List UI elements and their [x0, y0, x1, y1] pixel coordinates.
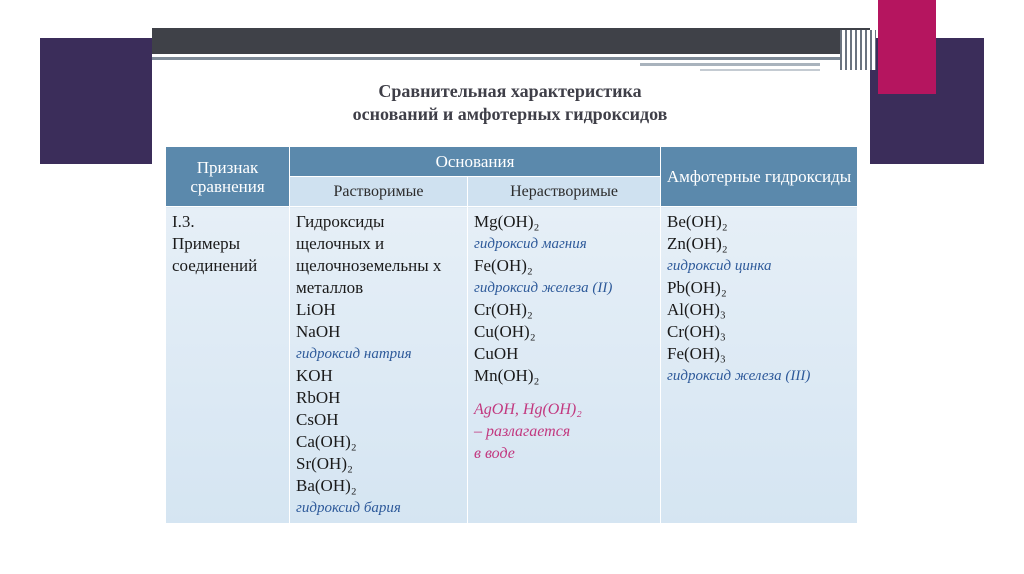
header-amphoteric-label: Амфотерные гидроксиды [666, 167, 852, 186]
header-soluble: Растворимые [290, 177, 468, 207]
insoluble-cell [468, 207, 661, 524]
decor-left-band [40, 38, 152, 164]
soluble-item: LiOH [296, 300, 336, 319]
insoluble-item: Cu(OH)₂ [474, 322, 536, 341]
amphoteric-item: Zn(OH)₂ [667, 234, 728, 253]
header-insoluble: Нерастворимые [468, 177, 661, 207]
soluble-item: Sr(OH)₂ [296, 454, 353, 473]
amphoteric-item: Cr(OH)₃ [667, 322, 726, 341]
insoluble-item [474, 387, 654, 399]
slide-title-line1: Сравнительная характеристика [378, 81, 642, 101]
soluble-item: гидроксид натрия [296, 346, 412, 362]
soluble-item: KOH [296, 366, 333, 385]
amphoteric-item: гидроксид цинка [667, 258, 772, 274]
soluble-item: CsOH [296, 410, 339, 429]
insoluble-item: – разлагается [474, 423, 571, 440]
amphoteric-item: Fe(OH)₃ [667, 344, 726, 363]
header-amphoteric [661, 147, 858, 207]
criterion-line: Примеры [172, 234, 241, 253]
insoluble-item: AgOH, Hg(OH)₂ [474, 401, 582, 418]
decor-stripes [840, 30, 876, 70]
slide-title [200, 80, 820, 126]
criterion-cell [166, 207, 290, 524]
insoluble-item: Mg(OH)₂ [474, 212, 540, 231]
soluble-item: RbOH [296, 388, 341, 407]
amphoteric-item: Pb(OH)₂ [667, 278, 727, 297]
criterion-line: I.3. [172, 212, 195, 231]
header-criterion [166, 147, 290, 207]
decor-line [640, 63, 820, 66]
insoluble-item: CuOH [474, 344, 519, 363]
comparison-table [165, 146, 858, 524]
insoluble-item: в воде [474, 445, 515, 462]
decor-line [152, 57, 852, 60]
soluble-item: Ca(OH)₂ [296, 432, 357, 451]
insoluble-item: Fe(OH)₂ [474, 256, 533, 275]
soluble-cell [290, 207, 468, 524]
amphoteric-item: Be(OH)₂ [667, 212, 728, 231]
soluble-item: Гидроксиды щелочных и щелочноземельны х металлов [296, 212, 442, 297]
amphoteric-cell [661, 207, 858, 524]
insoluble-item: Cr(OH)₂ [474, 300, 533, 319]
header-criterion-label: Признак сравнения [190, 157, 265, 196]
slide-title-line2: оснований и амфотерных гидроксидов [352, 104, 668, 124]
soluble-item: гидроксид бария [296, 500, 401, 516]
insoluble-item: гидроксид магния [474, 236, 587, 252]
insoluble-item: гидроксид железа (II) [474, 280, 613, 296]
amphoteric-item: гидроксид железа (III) [667, 368, 811, 384]
decor-top-bar [152, 28, 870, 54]
soluble-item: Ba(OH)₂ [296, 476, 357, 495]
criterion-line: соединений [172, 256, 258, 275]
decor-magenta-block [878, 0, 936, 94]
amphoteric-item: Al(OH)₃ [667, 300, 726, 319]
header-bases: Основания [290, 147, 661, 177]
decor-line [700, 69, 820, 71]
insoluble-item: Mn(OH)₂ [474, 366, 540, 385]
soluble-item: NaOH [296, 322, 341, 341]
